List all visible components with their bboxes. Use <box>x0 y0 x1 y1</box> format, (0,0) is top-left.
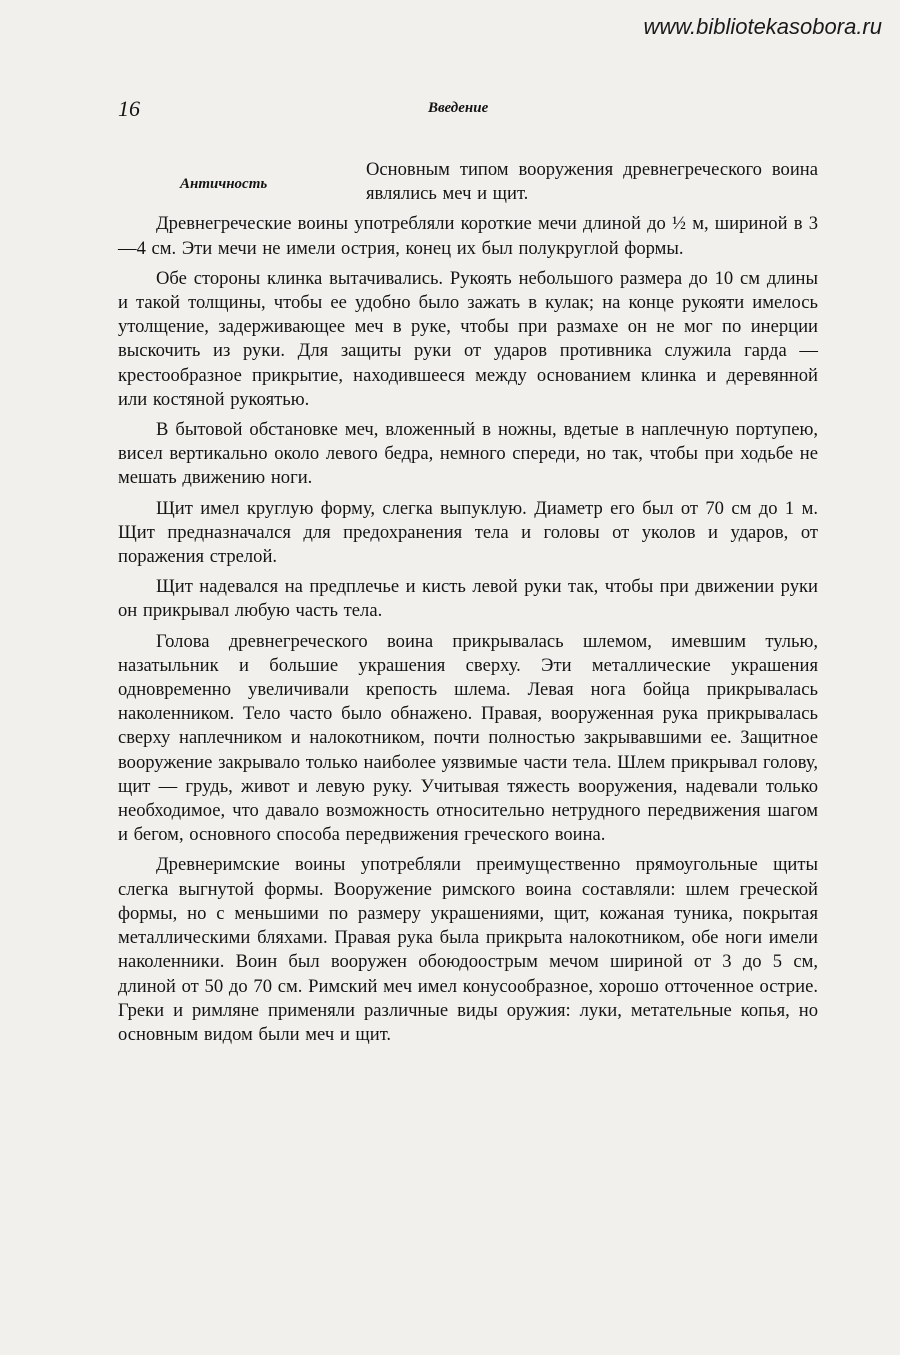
page-number: 16 <box>118 96 140 121</box>
paragraph: Основным типом вооружения древнегреческого воина являлись меч и щит. <box>366 159 818 205</box>
page-header <box>118 96 818 126</box>
section-intro <box>118 158 818 212</box>
paragraph: Древнеримские воины употребляли преимущественно прямоугольные щиты слегка выгнутой формы. Вооружение римского воина составляли: шлем греческой формы, но с меньшими по размеру украшениями, щит, кожаная туника, покрытая металлическими бляхами. Правая рука была прикрыта налокотником, обе ноги имели наколенники. Воин был вооружен обоюдоострым мечом шириной от 3 до 5 см, длиной от 50 до 70 см. Римский меч имел конусообразное, хорошо отточенное острие. Греки и римляне применяли различные виды оружия: луки, метательные копья, но основным видом были меч и щит. <box>118 854 818 1045</box>
paragraph: В бытовой обстановке меч, вложенный в ножны, вдетые в наплечную портупею, висел вертикально около левого бедра, немного спереди, но так, чтобы при ходьбе не мешать движению ноги. <box>118 419 818 489</box>
paragraph: Обе стороны клинка вытачивались. Рукоять небольшого размера до 10 см длины и такой толщины, чтобы ее удобно было зажать в кулак; на конце рукояти имелось утолщение, задерживающее меч в руке, чтобы при размахе он не мог по инерции выскочить из руки. Для защиты руки от ударов противника служила гарда — крестообразное прикрытие, находившееся между основанием клинка и деревянной или костяной рукоятью. <box>118 267 818 410</box>
running-title: Введение <box>428 100 489 116</box>
site-watermark: www.bibliotekasobora.ru <box>643 14 882 39</box>
paragraph: Голова древнегреческого воина прикрывалась шлемом, имевшим тулью, назатыльник и большие украшения сверху. Эти металлические украшения одновременно увеличивали крепость шлема. Левая нога бойца прикрывалась наколенником. Тело часто было обнажено. Правая, вооруженная рука прикрывалась сверху наплечником и налокотником, почти полностью закрывавшими ее. Защитное вооружение закрывало только наиболее уязвимые части тела. Шлем прикрывал голову, щит — грудь, живот и левую руку. Учитывая тяжесть вооружения, надевали только необходимое, что давало возможность относительно нетрудного передвижения шагом и бегом, основного способа передвижения греческого воина. <box>118 630 818 846</box>
paragraph: Древнегреческие воины употребляли короткие мечи длиной до ½ м, шириной в 3—4 см. Эти мечи не имели острия, конец их был полукруглой формы. <box>118 213 818 259</box>
paragraph: Щит имел круглую форму, слегка выпуклую. Диаметр его был от 70 см до 1 м. Щит предназначался для предохранения тела и головы от уколов и ударов, от поражения стрелой. <box>118 497 818 568</box>
section-label: Античность <box>180 176 268 192</box>
paragraph: Щит надевался на предплечье и кисть левой руки так, чтобы при движении руки он прикрывал любую часть тела. <box>118 576 818 622</box>
body-text <box>118 158 818 1053</box>
